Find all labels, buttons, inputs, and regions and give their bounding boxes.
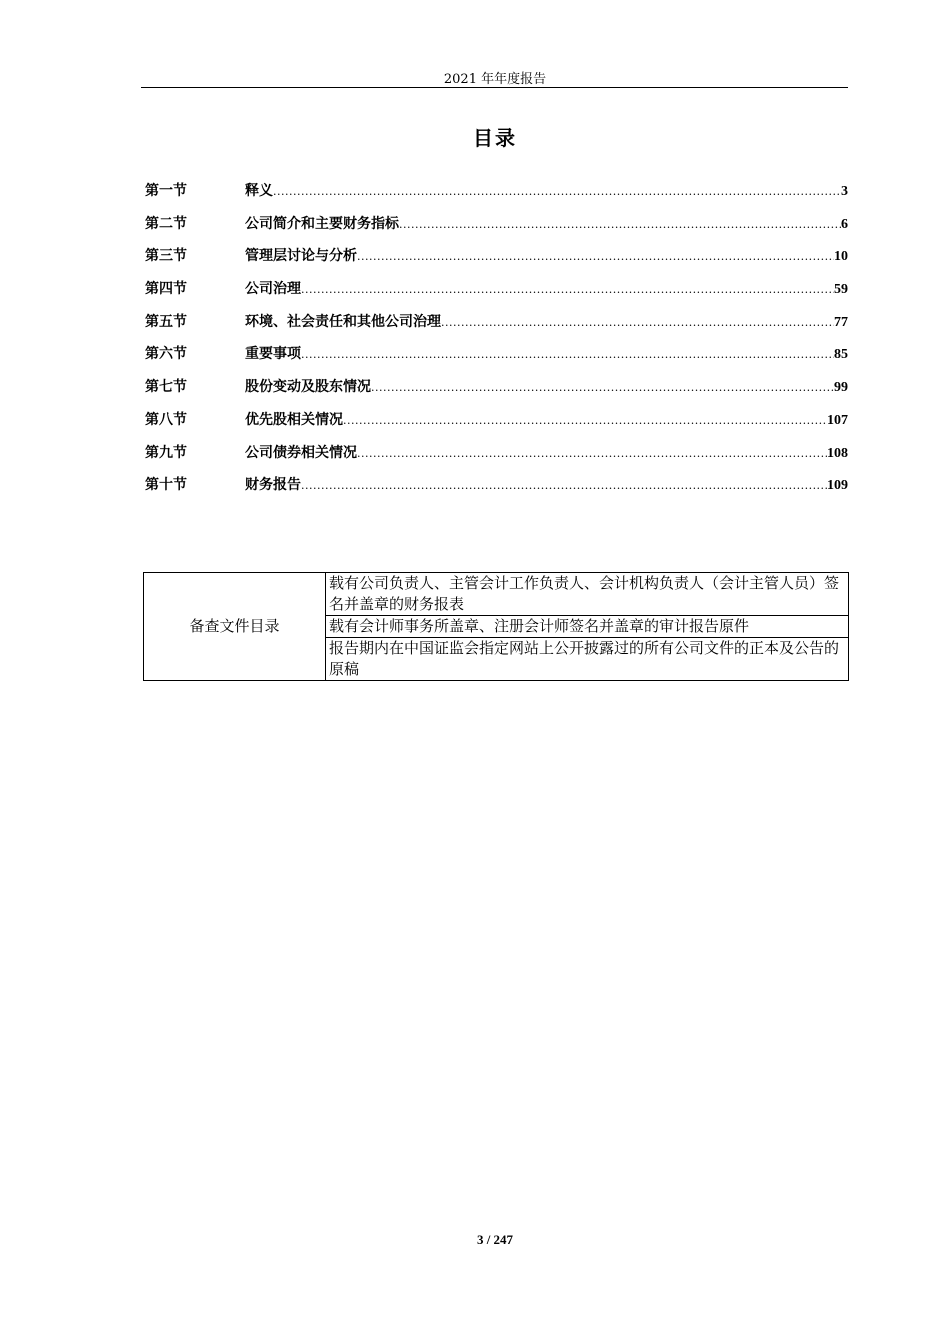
toc-section-number: 第八节	[145, 411, 187, 428]
toc-section-title: 公司债券相关情况	[245, 444, 357, 461]
table-of-contents	[145, 180, 848, 507]
toc-entry[interactable]	[145, 409, 848, 442]
toc-section-number: 第二节	[145, 215, 187, 232]
table-row	[144, 573, 849, 616]
toc-entry[interactable]	[145, 442, 848, 475]
reference-documents-table	[143, 572, 849, 681]
page-number-footer: 3 / 247	[476, 1232, 514, 1247]
toc-section-number: 第一节	[145, 183, 187, 199]
toc-section-title: 重要事项	[245, 346, 301, 363]
toc-leader-dots	[357, 447, 827, 460]
toc-page-number: 108	[827, 445, 848, 461]
toc-page-number: 77	[834, 314, 848, 330]
toc-entry[interactable]	[145, 474, 848, 507]
toc-page-number: 10	[834, 249, 848, 265]
toc-section-title: 释义	[245, 183, 273, 199]
toc-leader-dots	[371, 381, 834, 394]
toc-entry[interactable]	[145, 245, 848, 278]
toc-section-title: 公司治理	[245, 281, 301, 298]
toc-leader-dots	[301, 283, 834, 296]
toc-entry[interactable]	[145, 180, 848, 213]
page-title: 目录	[473, 126, 517, 150]
toc-leader-dots	[357, 250, 834, 263]
toc-page-number: 85	[834, 347, 848, 363]
header-divider	[141, 87, 848, 88]
toc-section-number: 第五节	[145, 313, 187, 330]
toc-section-number: 第九节	[145, 444, 187, 461]
toc-entry[interactable]	[145, 213, 848, 246]
toc-leader-dots	[301, 348, 834, 361]
toc-leader-dots	[441, 316, 834, 329]
toc-section-number: 第七节	[145, 379, 187, 396]
reference-document-item: 载有公司负责人、主管会计工作负责人、会计机构负责人（会计主管人员）签名并盖章的财务报表	[326, 573, 849, 616]
reference-documents-label: 备查文件目录	[144, 573, 326, 681]
toc-leader-dots	[301, 479, 827, 492]
toc-entry[interactable]	[145, 343, 848, 376]
toc-page-number: 107	[827, 412, 848, 428]
toc-section-number: 第四节	[145, 281, 187, 298]
toc-page-number: 6	[841, 216, 848, 232]
reference-document-item: 载有会计师事务所盖章、注册会计师签名并盖章的审计报告原件	[326, 616, 849, 638]
toc-section-number: 第六节	[145, 346, 187, 363]
toc-section-number: 第十节	[145, 477, 187, 494]
toc-section-title: 财务报告	[245, 477, 301, 494]
toc-leader-dots	[343, 414, 827, 427]
page-header: 2021 年年度报告	[443, 72, 547, 87]
toc-section-title: 公司简介和主要财务指标	[245, 215, 399, 232]
toc-leader-dots	[399, 218, 841, 231]
toc-page-number: 109	[827, 478, 848, 494]
reference-document-item: 报告期内在中国证监会指定网站上公开披露过的所有公司文件的正本及公告的原稿	[326, 638, 849, 681]
toc-leader-dots	[273, 185, 841, 198]
toc-page-number: 59	[834, 282, 848, 298]
toc-section-number: 第三节	[145, 248, 187, 265]
toc-entry[interactable]	[145, 376, 848, 409]
toc-section-title: 管理层讨论与分析	[245, 248, 357, 265]
toc-page-number: 99	[834, 380, 848, 396]
toc-section-title: 股份变动及股东情况	[245, 379, 371, 396]
toc-entry[interactable]	[145, 278, 848, 311]
toc-section-title: 环境、社会责任和其他公司治理	[245, 313, 441, 330]
toc-section-title: 优先股相关情况	[245, 411, 343, 428]
toc-page-number: 3	[841, 184, 848, 199]
toc-entry[interactable]	[145, 311, 848, 344]
